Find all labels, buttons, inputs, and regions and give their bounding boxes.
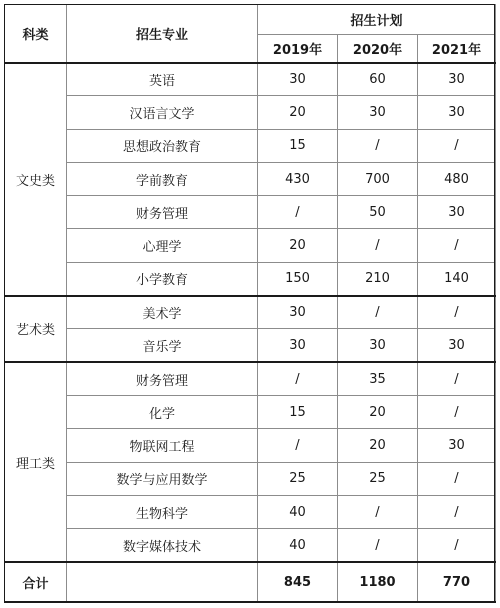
- major-cell: 财务管理: [67, 196, 258, 229]
- table-row: [5, 429, 496, 462]
- plan-value-cell: /: [338, 529, 418, 562]
- total-2021: 770: [418, 562, 496, 602]
- major-cell: 数学与应用数学: [67, 462, 258, 495]
- plan-value-cell: /: [418, 462, 496, 495]
- table-row: [5, 229, 496, 262]
- plan-value-cell: /: [338, 296, 418, 329]
- plan-value-cell: 480: [418, 162, 496, 195]
- plan-value-cell: 30: [258, 329, 338, 362]
- major-cell: 财务管理: [67, 362, 258, 395]
- table-row: [5, 296, 496, 329]
- plan-value-cell: 30: [418, 329, 496, 362]
- plan-value-cell: 15: [258, 395, 338, 428]
- category-cell: 理工类: [5, 362, 67, 562]
- table-row: [5, 129, 496, 162]
- header-year-2020: 2020年: [338, 35, 418, 63]
- plan-value-cell: 25: [338, 462, 418, 495]
- major-cell: 小学教育: [67, 262, 258, 295]
- table-row: [5, 96, 496, 129]
- plan-value-cell: 30: [258, 63, 338, 96]
- plan-value-cell: 30: [258, 296, 338, 329]
- plan-value-cell: /: [418, 362, 496, 395]
- plan-value-cell: /: [418, 395, 496, 428]
- major-cell: 物联网工程: [67, 429, 258, 462]
- plan-value-cell: 25: [258, 462, 338, 495]
- plan-value-cell: 140: [418, 262, 496, 295]
- plan-value-cell: 20: [338, 429, 418, 462]
- plan-value-cell: 20: [258, 96, 338, 129]
- table-body: [5, 63, 496, 563]
- plan-value-cell: 30: [418, 96, 496, 129]
- major-cell: 思想政治教育: [67, 129, 258, 162]
- total-2020: 1180: [338, 562, 418, 602]
- major-cell: 音乐学: [67, 329, 258, 362]
- plan-value-cell: /: [418, 529, 496, 562]
- header-major: 招生专业: [67, 5, 258, 63]
- header-category: 科类: [5, 5, 67, 63]
- plan-value-cell: /: [418, 296, 496, 329]
- total-2019: 845: [258, 562, 338, 602]
- total-label: 合计: [5, 562, 67, 602]
- category-cell: 文史类: [5, 63, 67, 296]
- category-cell: 艺术类: [5, 296, 67, 363]
- plan-value-cell: 30: [418, 429, 496, 462]
- plan-value-cell: /: [418, 229, 496, 262]
- major-cell: 学前教育: [67, 162, 258, 195]
- total-row: [5, 562, 496, 602]
- table-row: [5, 196, 496, 229]
- table-row: [5, 362, 496, 395]
- header-plan: 招生计划: [258, 5, 496, 35]
- plan-value-cell: 30: [338, 329, 418, 362]
- plan-value-cell: 40: [258, 529, 338, 562]
- plan-value-cell: 150: [258, 262, 338, 295]
- plan-value-cell: 700: [338, 162, 418, 195]
- plan-value-cell: 50: [338, 196, 418, 229]
- plan-value-cell: /: [258, 196, 338, 229]
- total-major-empty: [67, 562, 258, 602]
- major-cell: 心理学: [67, 229, 258, 262]
- major-cell: 汉语言文学: [67, 96, 258, 129]
- plan-value-cell: 30: [418, 63, 496, 96]
- plan-value-cell: /: [338, 129, 418, 162]
- plan-value-cell: 30: [418, 196, 496, 229]
- plan-value-cell: /: [418, 129, 496, 162]
- plan-value-cell: /: [418, 495, 496, 528]
- table-row: [5, 262, 496, 295]
- major-cell: 美术学: [67, 296, 258, 329]
- plan-value-cell: 20: [258, 229, 338, 262]
- major-cell: 生物科学: [67, 495, 258, 528]
- plan-value-cell: 30: [338, 96, 418, 129]
- plan-value-cell: 35: [338, 362, 418, 395]
- plan-value-cell: /: [258, 429, 338, 462]
- table-row: [5, 495, 496, 528]
- table-row: [5, 162, 496, 195]
- plan-value-cell: /: [258, 362, 338, 395]
- plan-value-cell: 60: [338, 63, 418, 96]
- table-row: [5, 462, 496, 495]
- major-cell: 数字媒体技术: [67, 529, 258, 562]
- table-row: [5, 529, 496, 562]
- header-year-2021: 2021年: [418, 35, 496, 63]
- major-cell: 英语: [67, 63, 258, 96]
- plan-value-cell: 15: [258, 129, 338, 162]
- plan-value-cell: 20: [338, 395, 418, 428]
- enrollment-plan-table: [4, 4, 496, 603]
- plan-value-cell: 210: [338, 262, 418, 295]
- plan-value-cell: /: [338, 495, 418, 528]
- major-cell: 化学: [67, 395, 258, 428]
- plan-value-cell: 40: [258, 495, 338, 528]
- plan-value-cell: 430: [258, 162, 338, 195]
- table-row: [5, 329, 496, 362]
- plan-value-cell: /: [338, 229, 418, 262]
- table-row: [5, 63, 496, 96]
- header-year-2019: 2019年: [258, 35, 338, 63]
- table-row: [5, 395, 496, 428]
